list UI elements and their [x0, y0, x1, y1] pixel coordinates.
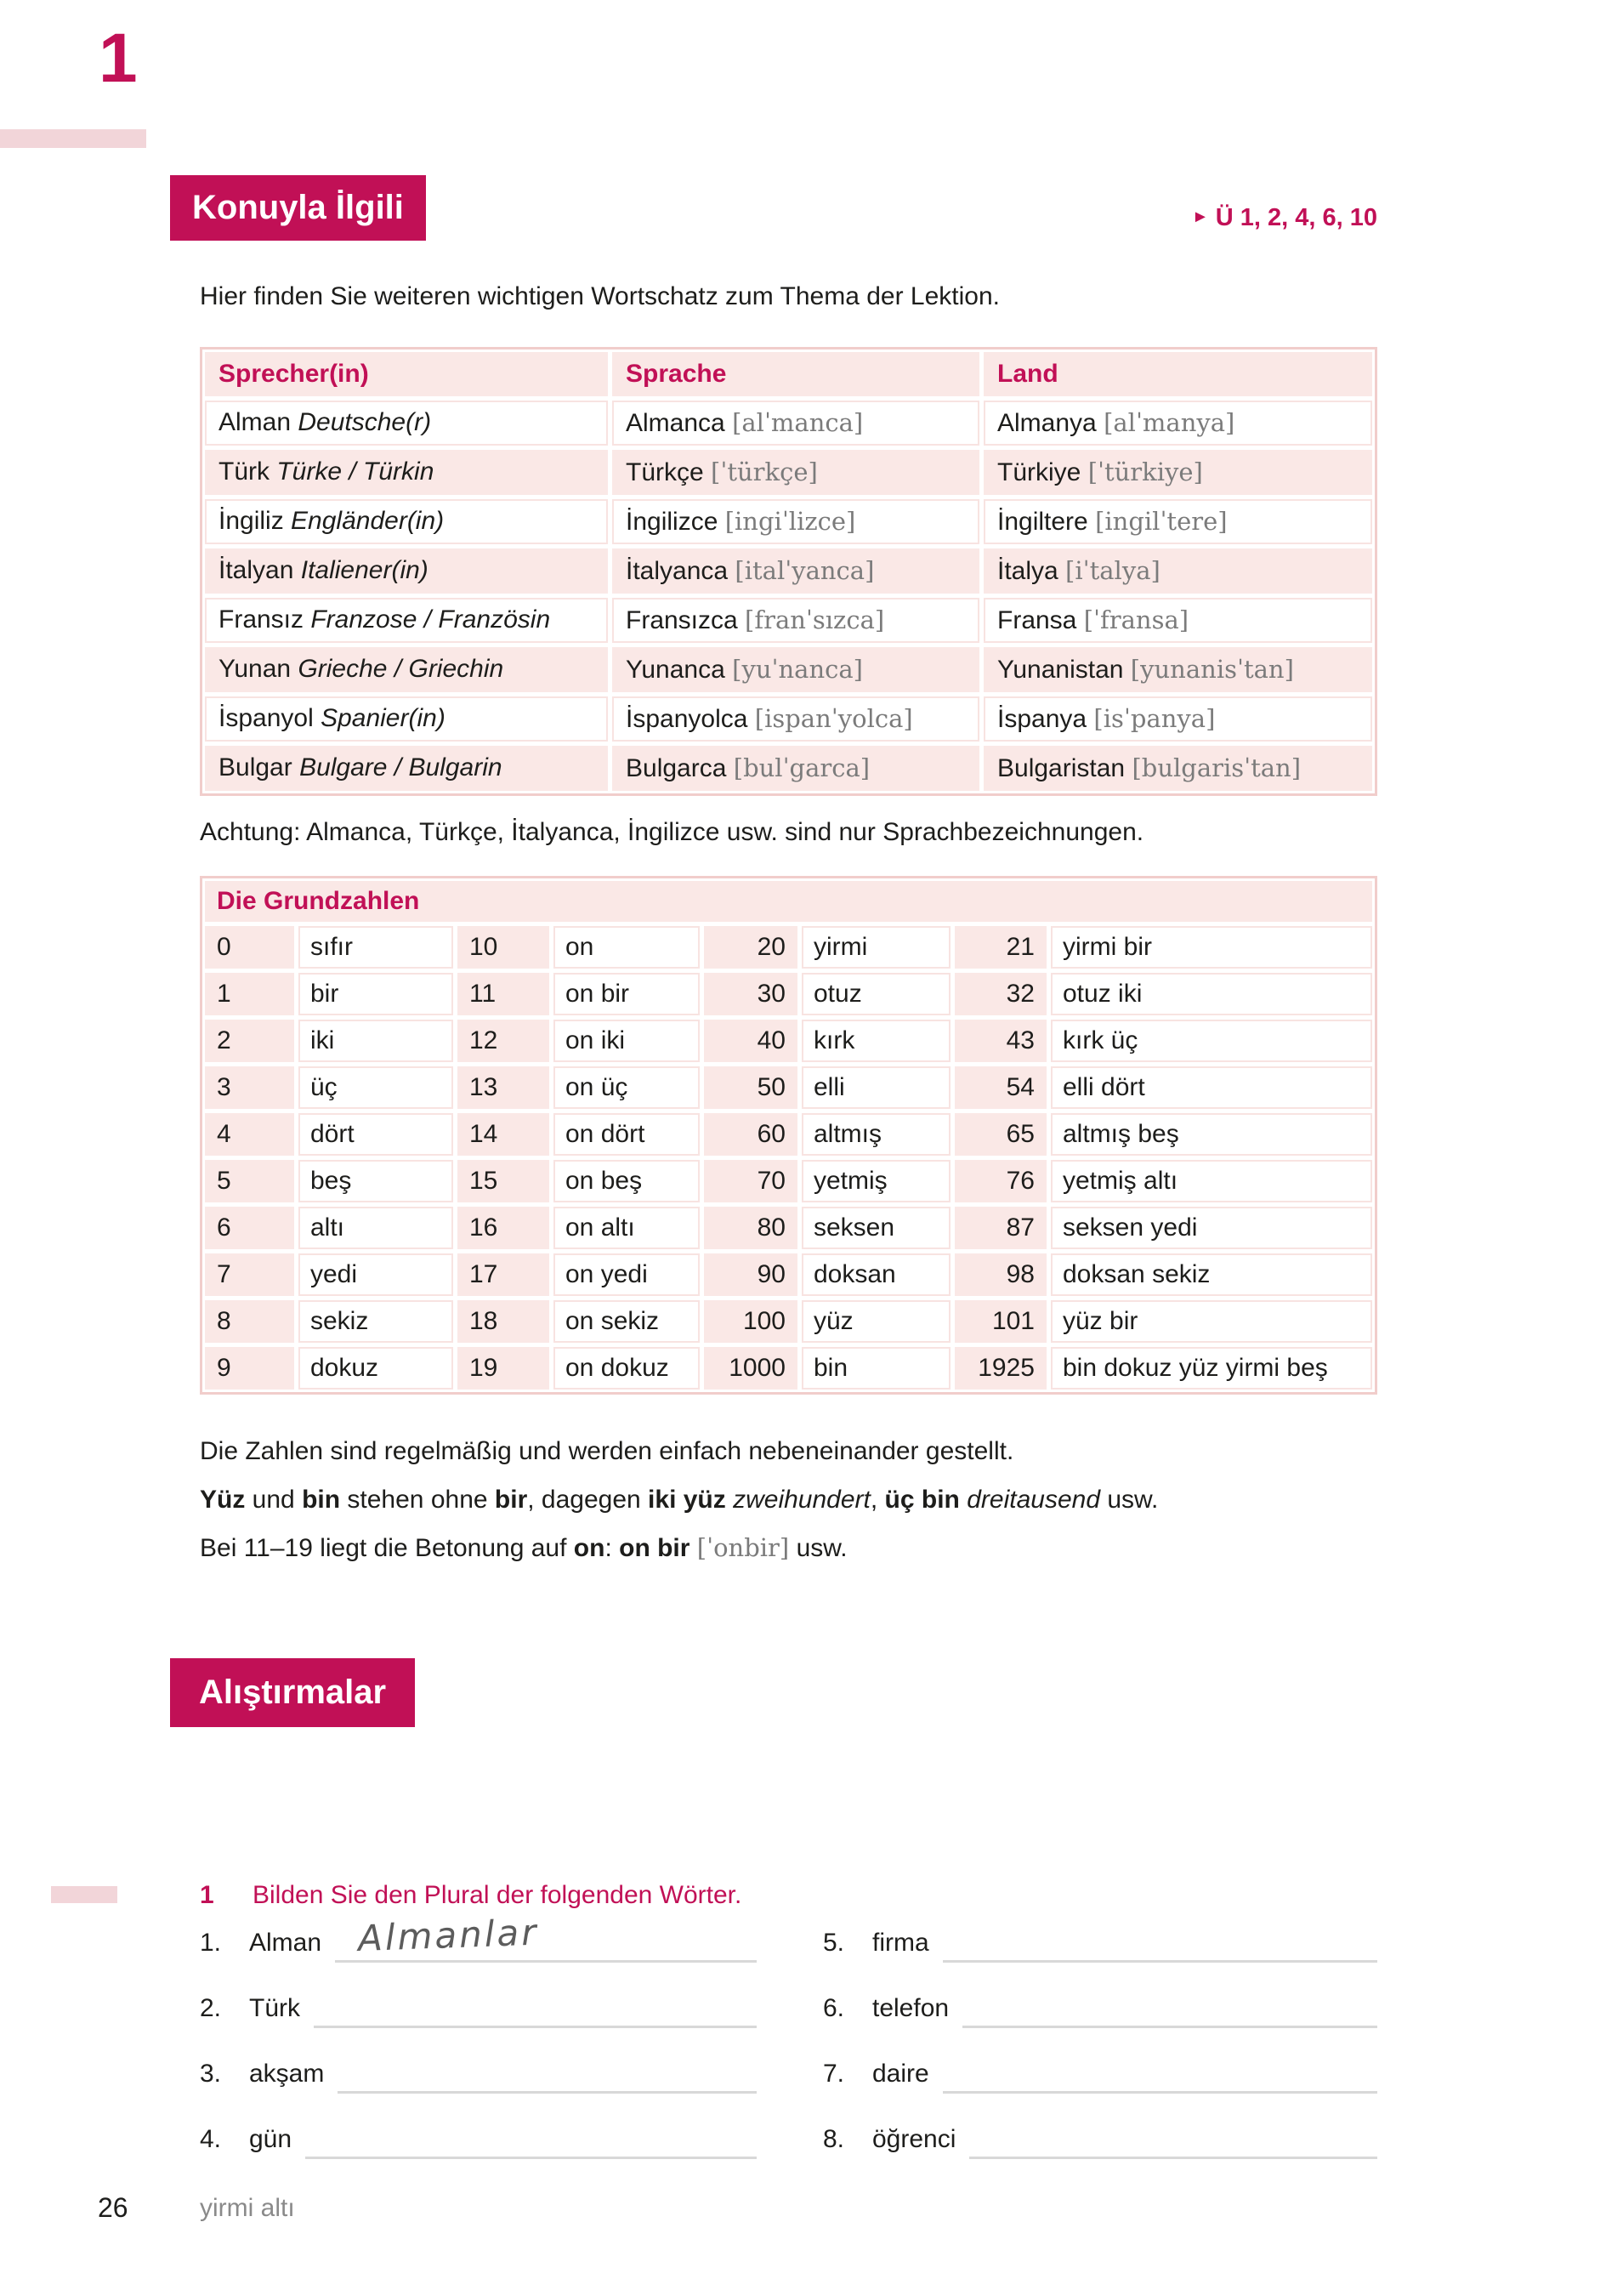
number-cell: 6 — [205, 1207, 294, 1249]
number-cell: 65 — [955, 1113, 1047, 1156]
number-cell: 50 — [704, 1066, 797, 1109]
exercise-item-word: Alman — [249, 1929, 322, 1957]
chapter-deco-bar — [0, 129, 146, 148]
number-cell: 4 — [205, 1113, 294, 1156]
vocab-cell-language — [612, 499, 979, 544]
ipa-transcription: [yunanisˈtan] — [1130, 655, 1294, 684]
number-word-cell: yüz — [802, 1300, 951, 1343]
text-segment: Türkçe — [626, 458, 712, 486]
number-cell: 30 — [704, 973, 797, 1015]
text-segment: İspanyol — [218, 704, 321, 732]
section-title-konuyla-ilgili: Konuyla İlgili — [170, 175, 426, 241]
text-segment: zweihundert — [733, 1486, 871, 1514]
number-word-cell: on beş — [553, 1160, 700, 1202]
number-cell: 14 — [457, 1113, 549, 1156]
vocab-cell-language — [612, 598, 979, 643]
exercise-1-header — [200, 1881, 741, 1910]
number-cell: 32 — [955, 973, 1047, 1015]
text-segment: Alman — [218, 408, 298, 436]
number-word-cell: kırk — [802, 1020, 951, 1062]
ipa-transcription: [iˈtalya] — [1065, 556, 1161, 585]
vocab-cell-speaker — [205, 598, 608, 643]
number-cell: 15 — [457, 1160, 549, 1202]
number-word-cell: elli — [802, 1066, 951, 1109]
text-segment: Italiener(in) — [300, 556, 428, 584]
numbers-table-row — [205, 1347, 1372, 1390]
ipa-transcription: [ingiˈlizce] — [724, 507, 856, 536]
ipa-transcription: [ˈtürkiye] — [1087, 457, 1203, 486]
number-word-cell: yirmi bir — [1051, 926, 1372, 969]
number-cell: 12 — [457, 1020, 549, 1062]
text-segment: : — [604, 1534, 620, 1562]
number-cell: 20 — [704, 926, 797, 969]
answer-blank-line[interactable] — [335, 1911, 757, 1963]
number-word-cell: beş — [298, 1160, 453, 1202]
answer-blank-line[interactable] — [338, 2091, 757, 2094]
number-word-cell: doksan sekiz — [1051, 1253, 1372, 1296]
text-segment: İspanyolca — [626, 705, 755, 733]
number-cell: 7 — [205, 1253, 294, 1296]
numbers-table-row — [205, 1300, 1372, 1343]
number-word-cell: kırk üç — [1051, 1020, 1372, 1062]
number-cell: 1 — [205, 973, 294, 1015]
chapter-number: 1 — [99, 20, 138, 97]
vocab-cell-country — [984, 746, 1372, 791]
text-segment: usw. — [1100, 1486, 1159, 1514]
answer-blank-line[interactable] — [943, 2091, 1377, 2094]
text-segment: İngiltere — [997, 508, 1096, 536]
number-word-cell: dört — [298, 1113, 453, 1156]
text-segment: Fransa — [997, 606, 1084, 634]
numbers-table-row — [205, 1253, 1372, 1296]
number-word-cell: otuz — [802, 973, 951, 1015]
number-word-cell: elli dört — [1051, 1066, 1372, 1109]
text-segment: Yunanistan — [997, 656, 1131, 684]
ipa-transcription: [isˈpanya] — [1093, 704, 1216, 733]
vocab-cell-speaker — [205, 450, 608, 495]
text-segment: bin — [302, 1486, 341, 1514]
number-word-cell: dokuz — [298, 1347, 453, 1390]
text-segment: Türkiye — [997, 458, 1088, 486]
number-cell: 18 — [457, 1300, 549, 1343]
numbers-table-row — [205, 1113, 1372, 1156]
ipa-transcription: [alˈmanca] — [732, 408, 864, 437]
exercise-deco-bar — [51, 1886, 117, 1903]
number-word-cell: on iki — [553, 1020, 700, 1062]
vocab-cell-country — [984, 401, 1372, 446]
numbers-table-row — [205, 1160, 1372, 1202]
number-cell: 90 — [704, 1253, 797, 1296]
text-segment: usw. — [789, 1534, 848, 1562]
number-cell: 10 — [457, 926, 549, 969]
exercise-item — [200, 2125, 757, 2191]
text-segment: Bulgare / Bulgarin — [299, 753, 502, 781]
text-segment: dreitausend — [967, 1486, 1101, 1514]
exercise-1-number: 1 — [200, 1881, 214, 1909]
vocab-cell-country — [984, 450, 1372, 495]
number-word-cell: on bir — [553, 973, 700, 1015]
vocab-cell-language — [612, 696, 979, 742]
text-segment: Spanier(in) — [321, 704, 445, 732]
number-cell: 13 — [457, 1066, 549, 1109]
number-word-cell: on üç — [553, 1066, 700, 1109]
number-cell: 54 — [955, 1066, 1047, 1109]
text-segment: Almanya — [997, 409, 1104, 437]
number-word-cell: on dört — [553, 1113, 700, 1156]
ipa-transcription: [yuˈnanca] — [732, 655, 863, 684]
ipa-transcription: [ˈonbir] — [696, 1533, 790, 1562]
vocab-cell-speaker — [205, 499, 608, 544]
text-segment: İtalyanca — [626, 557, 735, 585]
number-cell: 87 — [955, 1207, 1047, 1249]
number-word-cell: bin — [802, 1347, 951, 1390]
vocab-cell-language — [612, 746, 979, 791]
handwritten-answer: Almanlar — [357, 1911, 540, 1959]
vocab-cell-language — [612, 548, 979, 594]
exercise-item — [200, 1994, 757, 2060]
number-word-cell: yetmiş — [802, 1160, 951, 1202]
exercise-item-number: 3. — [200, 2060, 222, 2088]
ipa-transcription: [ispanˈyolca] — [754, 704, 913, 733]
exercise-item — [823, 2125, 1377, 2191]
vocab-cell-language — [612, 450, 979, 495]
number-word-cell: on dokuz — [553, 1347, 700, 1390]
exercise-reference — [1037, 204, 1377, 232]
numbers-table-row — [205, 1207, 1372, 1249]
text-segment: , — [870, 1486, 885, 1514]
vocab-cell-country — [984, 598, 1372, 643]
number-word-cell: üç — [298, 1066, 453, 1109]
exercise-reference-label: Ü 1, 2, 4, 6, 10 — [1215, 204, 1377, 231]
text-segment: und — [245, 1486, 303, 1514]
text-segment: İngiliz — [218, 507, 292, 535]
exercise-item-word: gün — [249, 2125, 292, 2153]
page-number: 26 — [98, 2192, 128, 2223]
number-word-cell: yedi — [298, 1253, 453, 1296]
grammar-note-line — [200, 1475, 1158, 1524]
exercise-item-number: 7. — [823, 2060, 845, 2088]
section-intro: Hier finden Sie weiteren wichtigen Wortschatz zum Thema der Lektion. — [200, 282, 1001, 310]
grammar-note-line — [200, 1427, 1158, 1475]
number-cell: 40 — [704, 1020, 797, 1062]
exercise-item-word: öğrenci — [872, 2125, 956, 2153]
text-segment: Engländer(in) — [291, 507, 445, 535]
text-segment — [689, 1534, 696, 1562]
grammar-note-line — [200, 1524, 1158, 1572]
ipa-transcription: [franˈsızca] — [745, 605, 885, 634]
vocab-cell-language — [612, 647, 979, 692]
number-cell: 3 — [205, 1066, 294, 1109]
exercise-item — [200, 1911, 757, 1994]
text-segment: İspanya — [997, 705, 1094, 733]
number-word-cell: yüz bir — [1051, 1300, 1372, 1343]
vocab-cell-country — [984, 499, 1372, 544]
text-segment: Fransız — [218, 605, 311, 634]
number-cell: 1000 — [704, 1347, 797, 1390]
text-segment: on — [573, 1534, 605, 1562]
exercise-item-number: 2. — [200, 1994, 222, 2022]
exercise-item — [823, 1929, 1377, 1994]
number-cell: 9 — [205, 1347, 294, 1390]
ipa-transcription: [bulˈgarca] — [733, 753, 871, 782]
number-word-cell: bin dokuz yüz yirmi beş — [1051, 1347, 1372, 1390]
answer-blank-line[interactable] — [962, 2026, 1377, 2028]
vocab-cell-speaker — [205, 548, 608, 594]
vocab-cell-speaker — [205, 401, 608, 446]
number-word-cell: on altı — [553, 1207, 700, 1249]
text-segment — [960, 1486, 967, 1514]
number-cell: 98 — [955, 1253, 1047, 1296]
number-cell: 19 — [457, 1347, 549, 1390]
vocab-cell-country — [984, 647, 1372, 692]
number-cell: 5 — [205, 1160, 294, 1202]
answer-blank-line[interactable] — [969, 2157, 1377, 2159]
exercise-item-number: 1. — [200, 1929, 222, 1957]
number-word-cell: otuz iki — [1051, 973, 1372, 1015]
text-segment: Grieche / Griechin — [298, 655, 504, 683]
section-title-alistirmalar: Alıştırmalar — [170, 1658, 415, 1727]
number-cell: 11 — [457, 973, 549, 1015]
text-segment: bir — [494, 1486, 528, 1514]
exercise-item — [823, 1994, 1377, 2060]
exercise-item-number: 4. — [200, 2125, 222, 2153]
number-cell: 70 — [704, 1160, 797, 1202]
number-word-cell: on sekiz — [553, 1300, 700, 1343]
numbers-table — [200, 876, 1377, 1395]
number-word-cell: seksen yedi — [1051, 1207, 1372, 1249]
text-segment: Yüz — [200, 1486, 246, 1514]
number-word-cell: altmış beş — [1051, 1113, 1372, 1156]
exercise-item-word: Türk — [249, 1994, 300, 2022]
text-segment: İtalyan — [218, 556, 301, 584]
exercise-item-number: 5. — [823, 1929, 845, 1957]
text-segment: Almanca — [626, 409, 733, 437]
vocab-cell-speaker — [205, 647, 608, 692]
triangle-right-icon: ► — [1191, 207, 1209, 226]
vocab-cell-language — [612, 401, 979, 446]
text-segment: Yunanca — [626, 656, 733, 684]
number-cell: 0 — [205, 926, 294, 969]
number-cell: 8 — [205, 1300, 294, 1343]
answer-blank-line[interactable] — [943, 1960, 1377, 1963]
number-cell: 101 — [955, 1300, 1047, 1343]
number-word-cell: bir — [298, 973, 453, 1015]
number-word-cell: iki — [298, 1020, 453, 1062]
text-segment: İngilizce — [626, 508, 725, 536]
number-cell: 1925 — [955, 1347, 1047, 1390]
number-cell: 43 — [955, 1020, 1047, 1062]
achtung-note: Achtung: Almanca, Türkçe, İtalyanca, İngilizce usw. sind nur Sprachbezeichnungen. — [200, 818, 1144, 846]
number-word-cell: sıfır — [298, 926, 453, 969]
number-cell: 21 — [955, 926, 1047, 969]
ipa-transcription: [ˈtürkçe] — [711, 457, 818, 486]
text-segment: stehen ohne — [340, 1486, 495, 1514]
text-segment: iki yüz — [648, 1486, 726, 1514]
number-word-cell: on — [553, 926, 700, 969]
exercise-item — [200, 2060, 757, 2125]
text-segment: Türk — [218, 457, 277, 486]
text-segment: İtalya — [997, 557, 1066, 585]
grammar-notes — [200, 1427, 1158, 1572]
text-segment: , dagegen — [527, 1486, 649, 1514]
ipa-transcription: [italˈyanca] — [735, 556, 875, 585]
exercise-item — [823, 2060, 1377, 2125]
exercise-items-right-column — [823, 1929, 1377, 2191]
answer-blank-line[interactable] — [314, 2026, 757, 2028]
number-cell: 100 — [704, 1300, 797, 1343]
vocab-cell-country — [984, 548, 1372, 594]
number-word-cell: yetmiş altı — [1051, 1160, 1372, 1202]
text-segment: Türke / Türkin — [276, 457, 434, 486]
text-segment: Fransızca — [626, 606, 746, 634]
vocab-cell-country — [984, 696, 1372, 742]
number-cell: 17 — [457, 1253, 549, 1296]
answer-blank-line[interactable] — [305, 2157, 757, 2159]
number-cell: 76 — [955, 1160, 1047, 1202]
text-segment: Franzose / Französin — [310, 605, 551, 634]
text-segment: Bei 11–19 liegt die Betonung auf — [200, 1534, 574, 1562]
page-number-words: yirmi altı — [200, 2194, 295, 2222]
exercise-item-word: telefon — [872, 1994, 950, 2022]
vocab-column-header: Sprache — [612, 352, 979, 396]
ipa-transcription: [ingilˈtere] — [1095, 507, 1228, 536]
ipa-transcription: [bulgarisˈtan] — [1132, 753, 1302, 782]
number-cell: 2 — [205, 1020, 294, 1062]
number-word-cell: altı — [298, 1207, 453, 1249]
vocabulary-table — [200, 347, 1377, 796]
exercise-item-number: 8. — [823, 2125, 845, 2153]
vocab-cell-speaker — [205, 696, 608, 742]
exercise-1-prompt: Bilden Sie den Plural der folgenden Wörter. — [253, 1881, 742, 1909]
ipa-transcription: [ˈfransa] — [1083, 605, 1189, 634]
text-segment: Deutsche(r) — [298, 408, 432, 436]
number-cell: 16 — [457, 1207, 549, 1249]
ipa-transcription: [alˈmanya] — [1104, 408, 1235, 437]
text-segment: Yunan — [218, 655, 298, 683]
numbers-table-row — [205, 926, 1372, 969]
text-segment: Die Zahlen sind regelmäßig und werden einfach nebeneinander gestellt. — [200, 1437, 1014, 1465]
text-segment — [726, 1486, 733, 1514]
numbers-table-row — [205, 1066, 1372, 1109]
exercise-items-left-column — [200, 1911, 757, 2191]
text-segment: Bulgar — [218, 753, 300, 781]
numbers-table-row — [205, 1020, 1372, 1062]
number-cell: 60 — [704, 1113, 797, 1156]
vocab-column-header: Sprecher(in) — [205, 352, 608, 396]
vocab-cell-speaker — [205, 746, 608, 791]
number-word-cell: altmış — [802, 1113, 951, 1156]
exercise-item-word: firma — [872, 1929, 929, 1957]
text-segment: Bulgaristan — [997, 754, 1132, 782]
exercise-item-number: 6. — [823, 1994, 845, 2022]
number-cell: 80 — [704, 1207, 797, 1249]
text-segment: Bulgarca — [626, 754, 734, 782]
number-word-cell: doksan — [802, 1253, 951, 1296]
text-segment: üç bin — [884, 1486, 960, 1514]
number-word-cell: yirmi — [802, 926, 951, 969]
vocab-column-header: Land — [984, 352, 1372, 396]
numbers-table-title: Die Grundzahlen — [205, 881, 1372, 922]
exercise-item-word: akşam — [249, 2060, 325, 2088]
exercise-item-word: daire — [872, 2060, 929, 2088]
text-segment: on bir — [619, 1534, 690, 1562]
number-word-cell: sekiz — [298, 1300, 453, 1343]
number-word-cell: on yedi — [553, 1253, 700, 1296]
number-word-cell: seksen — [802, 1207, 951, 1249]
numbers-table-row — [205, 973, 1372, 1015]
